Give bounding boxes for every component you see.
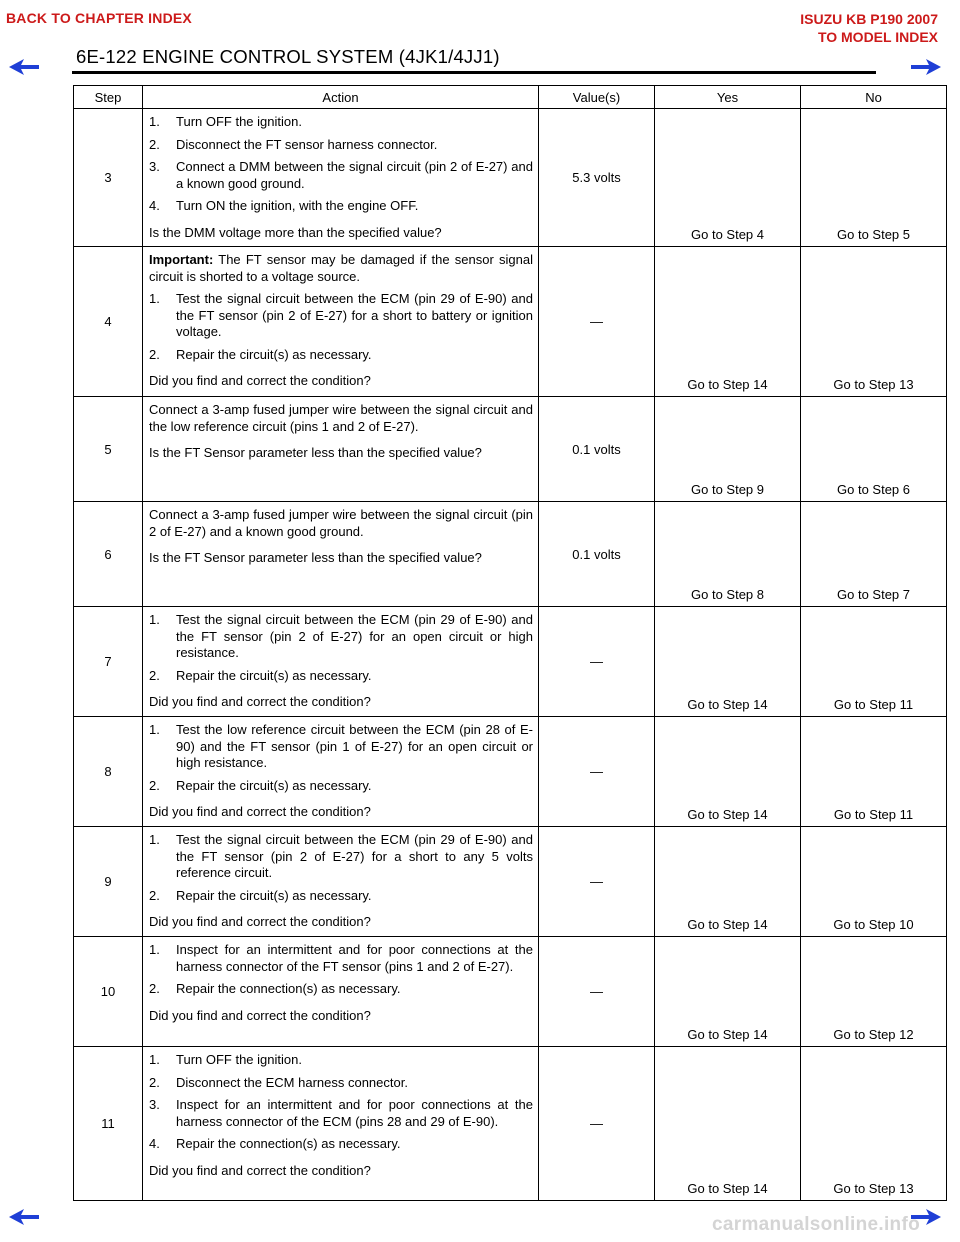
action-item: 3. Connect a DMM between the signal circuit (pin 2 of E-27) and a known good ground. <box>149 159 533 191</box>
action-cell <box>143 717 539 827</box>
no-cell: Go to Step 11 <box>801 607 947 717</box>
table-row <box>74 397 947 502</box>
action-cell <box>143 247 539 397</box>
table-row <box>74 1047 947 1201</box>
action-cell <box>143 109 539 247</box>
action-text: Connect a 3-amp fused jumper wire between the signal circuit (pin 2 of E-27) and a known good ground. <box>149 507 533 539</box>
step-number: 10 <box>74 937 143 1047</box>
table-row <box>74 827 947 937</box>
action-item: 1. Test the signal circuit between the ECM (pin 29 of E-90) and the FT sensor (pin 2 of E-27) for a short to battery or ignition voltage. <box>149 291 533 339</box>
table-row <box>74 937 947 1047</box>
previous-page-bottom-arrow-icon[interactable] <box>8 1208 40 1226</box>
yes-cell: Go to Step 9 <box>655 397 801 502</box>
value-cell: — <box>539 717 655 827</box>
no-cell: Go to Step 13 <box>801 1047 947 1201</box>
yes-cell: Go to Step 14 <box>655 827 801 937</box>
table-row <box>74 247 947 397</box>
no-cell: Go to Step 12 <box>801 937 947 1047</box>
action-cell <box>143 827 539 937</box>
action-cell <box>143 937 539 1047</box>
title-divider <box>72 71 876 74</box>
yes-cell: Go to Step 8 <box>655 502 801 607</box>
table-row <box>74 607 947 717</box>
action-item: 2. Repair the circuit(s) as necessary. <box>149 777 372 793</box>
table-header-row <box>74 86 947 109</box>
action-item: 1. Turn OFF the ignition. <box>149 114 302 129</box>
diagnostic-table <box>73 85 947 1201</box>
action-item: 3. Inspect for an intermittent and for poor connections at the harness connector of the ECM (pins 28 and 29 of E-90). <box>149 1097 533 1129</box>
step-number: 7 <box>74 607 143 717</box>
value-cell: 0.1 volts <box>539 397 655 502</box>
value-cell: — <box>539 1047 655 1201</box>
yes-cell: Go to Step 14 <box>655 937 801 1047</box>
header-no: No <box>801 86 947 109</box>
table-row <box>74 109 947 247</box>
step-number: 6 <box>74 502 143 607</box>
step-number: 5 <box>74 397 143 502</box>
watermark: carmanualsonline.info <box>712 1214 920 1235</box>
step-number: 4 <box>74 247 143 397</box>
value-cell: — <box>539 937 655 1047</box>
action-item: 1. Turn OFF the ignition. <box>149 1052 302 1067</box>
action-cell <box>143 502 539 607</box>
action-item: 4. Turn ON the ignition, with the engine OFF. <box>149 198 419 213</box>
no-cell: Go to Step 11 <box>801 717 947 827</box>
value-cell: — <box>539 827 655 937</box>
value-cell: — <box>539 247 655 397</box>
action-question: Did you find and correct the condition? <box>149 1007 371 1023</box>
action-item: 1. Inspect for an intermittent and for poor connections at the harness connector of the FT sensor (pins 1 and 2 of E-27). <box>149 942 533 974</box>
step-number: 8 <box>74 717 143 827</box>
action-question: Did you find and correct the condition? <box>149 804 371 819</box>
action-item: 4. Repair the connection(s) as necessary. <box>149 1136 401 1151</box>
value-cell: 0.1 volts <box>539 502 655 607</box>
yes-cell: Go to Step 14 <box>655 1047 801 1201</box>
header-yes: Yes <box>655 86 801 109</box>
yes-cell: Go to Step 4 <box>655 109 801 247</box>
yes-cell: Go to Step 14 <box>655 247 801 397</box>
action-item: 2. Repair the circuit(s) as necessary. <box>149 346 372 362</box>
previous-page-arrow-icon[interactable] <box>8 58 40 76</box>
action-item: 2. Repair the circuit(s) as necessary. <box>149 887 372 903</box>
action-item: 1. Test the signal circuit between the ECM (pin 29 of E-90) and the FT sensor (pin 2 of E-27) for an open circuit or high resistance. <box>149 612 533 660</box>
action-question: Is the FT Sensor parameter less than the specified value? <box>149 550 482 565</box>
no-cell: Go to Step 7 <box>801 502 947 607</box>
no-cell: Go to Step 13 <box>801 247 947 397</box>
next-page-arrow-icon[interactable] <box>910 58 942 76</box>
action-question: Is the DMM voltage more than the specified value? <box>149 224 442 240</box>
action-cell <box>143 1047 539 1201</box>
action-question: Did you find and correct the condition? <box>149 694 371 709</box>
value-cell: — <box>539 607 655 717</box>
yes-cell: Go to Step 14 <box>655 607 801 717</box>
table-row <box>74 502 947 607</box>
model-header <box>800 10 938 46</box>
step-number: 3 <box>74 109 143 247</box>
action-item: 2. Disconnect the ECM harness connector. <box>149 1074 408 1090</box>
no-cell: Go to Step 5 <box>801 109 947 247</box>
no-cell: Go to Step 10 <box>801 827 947 937</box>
important-note: Important: The FT sensor may be damaged if the sensor signal circuit is shorted to a voltage source. <box>149 252 533 284</box>
action-item: 2. Repair the connection(s) as necessary. <box>149 981 401 996</box>
step-number: 11 <box>74 1047 143 1201</box>
action-text: Connect a 3-amp fused jumper wire between the signal circuit and the low reference circuit (pins 1 and 2 of E-27). <box>149 402 533 434</box>
header-step: Step <box>74 86 143 109</box>
brand-model-label: ISUZU KB P190 2007 <box>800 11 938 27</box>
action-cell <box>143 607 539 717</box>
table-row <box>74 717 947 827</box>
to-model-index-link[interactable]: TO MODEL INDEX <box>817 29 938 45</box>
action-question: Is the FT Sensor parameter less than the specified value? <box>149 445 482 460</box>
step-number: 9 <box>74 827 143 937</box>
action-item: 2. Repair the circuit(s) as necessary. <box>149 667 372 683</box>
action-question: Did you find and correct the condition? <box>149 373 371 388</box>
action-item: 2. Disconnect the FT sensor harness connector. <box>149 136 438 152</box>
action-question: Did you find and correct the condition? <box>149 914 371 929</box>
header-action: Action <box>143 86 539 109</box>
action-cell <box>143 397 539 502</box>
yes-cell: Go to Step 14 <box>655 717 801 827</box>
header-values: Value(s) <box>539 86 655 109</box>
page-title: 6E-122 ENGINE CONTROL SYSTEM (4JK1/4JJ1) <box>76 46 500 67</box>
back-to-chapter-index-link[interactable]: BACK TO CHAPTER INDEX <box>6 10 192 26</box>
action-item: 1. Test the low reference circuit between the ECM (pin 28 of E-90) and the FT sensor (pin 1 of E-27) for an open circuit or high resistance. <box>149 722 533 770</box>
value-cell: 5.3 volts <box>539 109 655 247</box>
no-cell: Go to Step 6 <box>801 397 947 502</box>
action-question: Did you find and correct the condition? <box>149 1162 371 1178</box>
action-item: 1. Test the signal circuit between the ECM (pin 29 of E-90) and the FT sensor (pin 2 of E-27) for a short to any 5 volts reference circuit. <box>149 832 533 880</box>
